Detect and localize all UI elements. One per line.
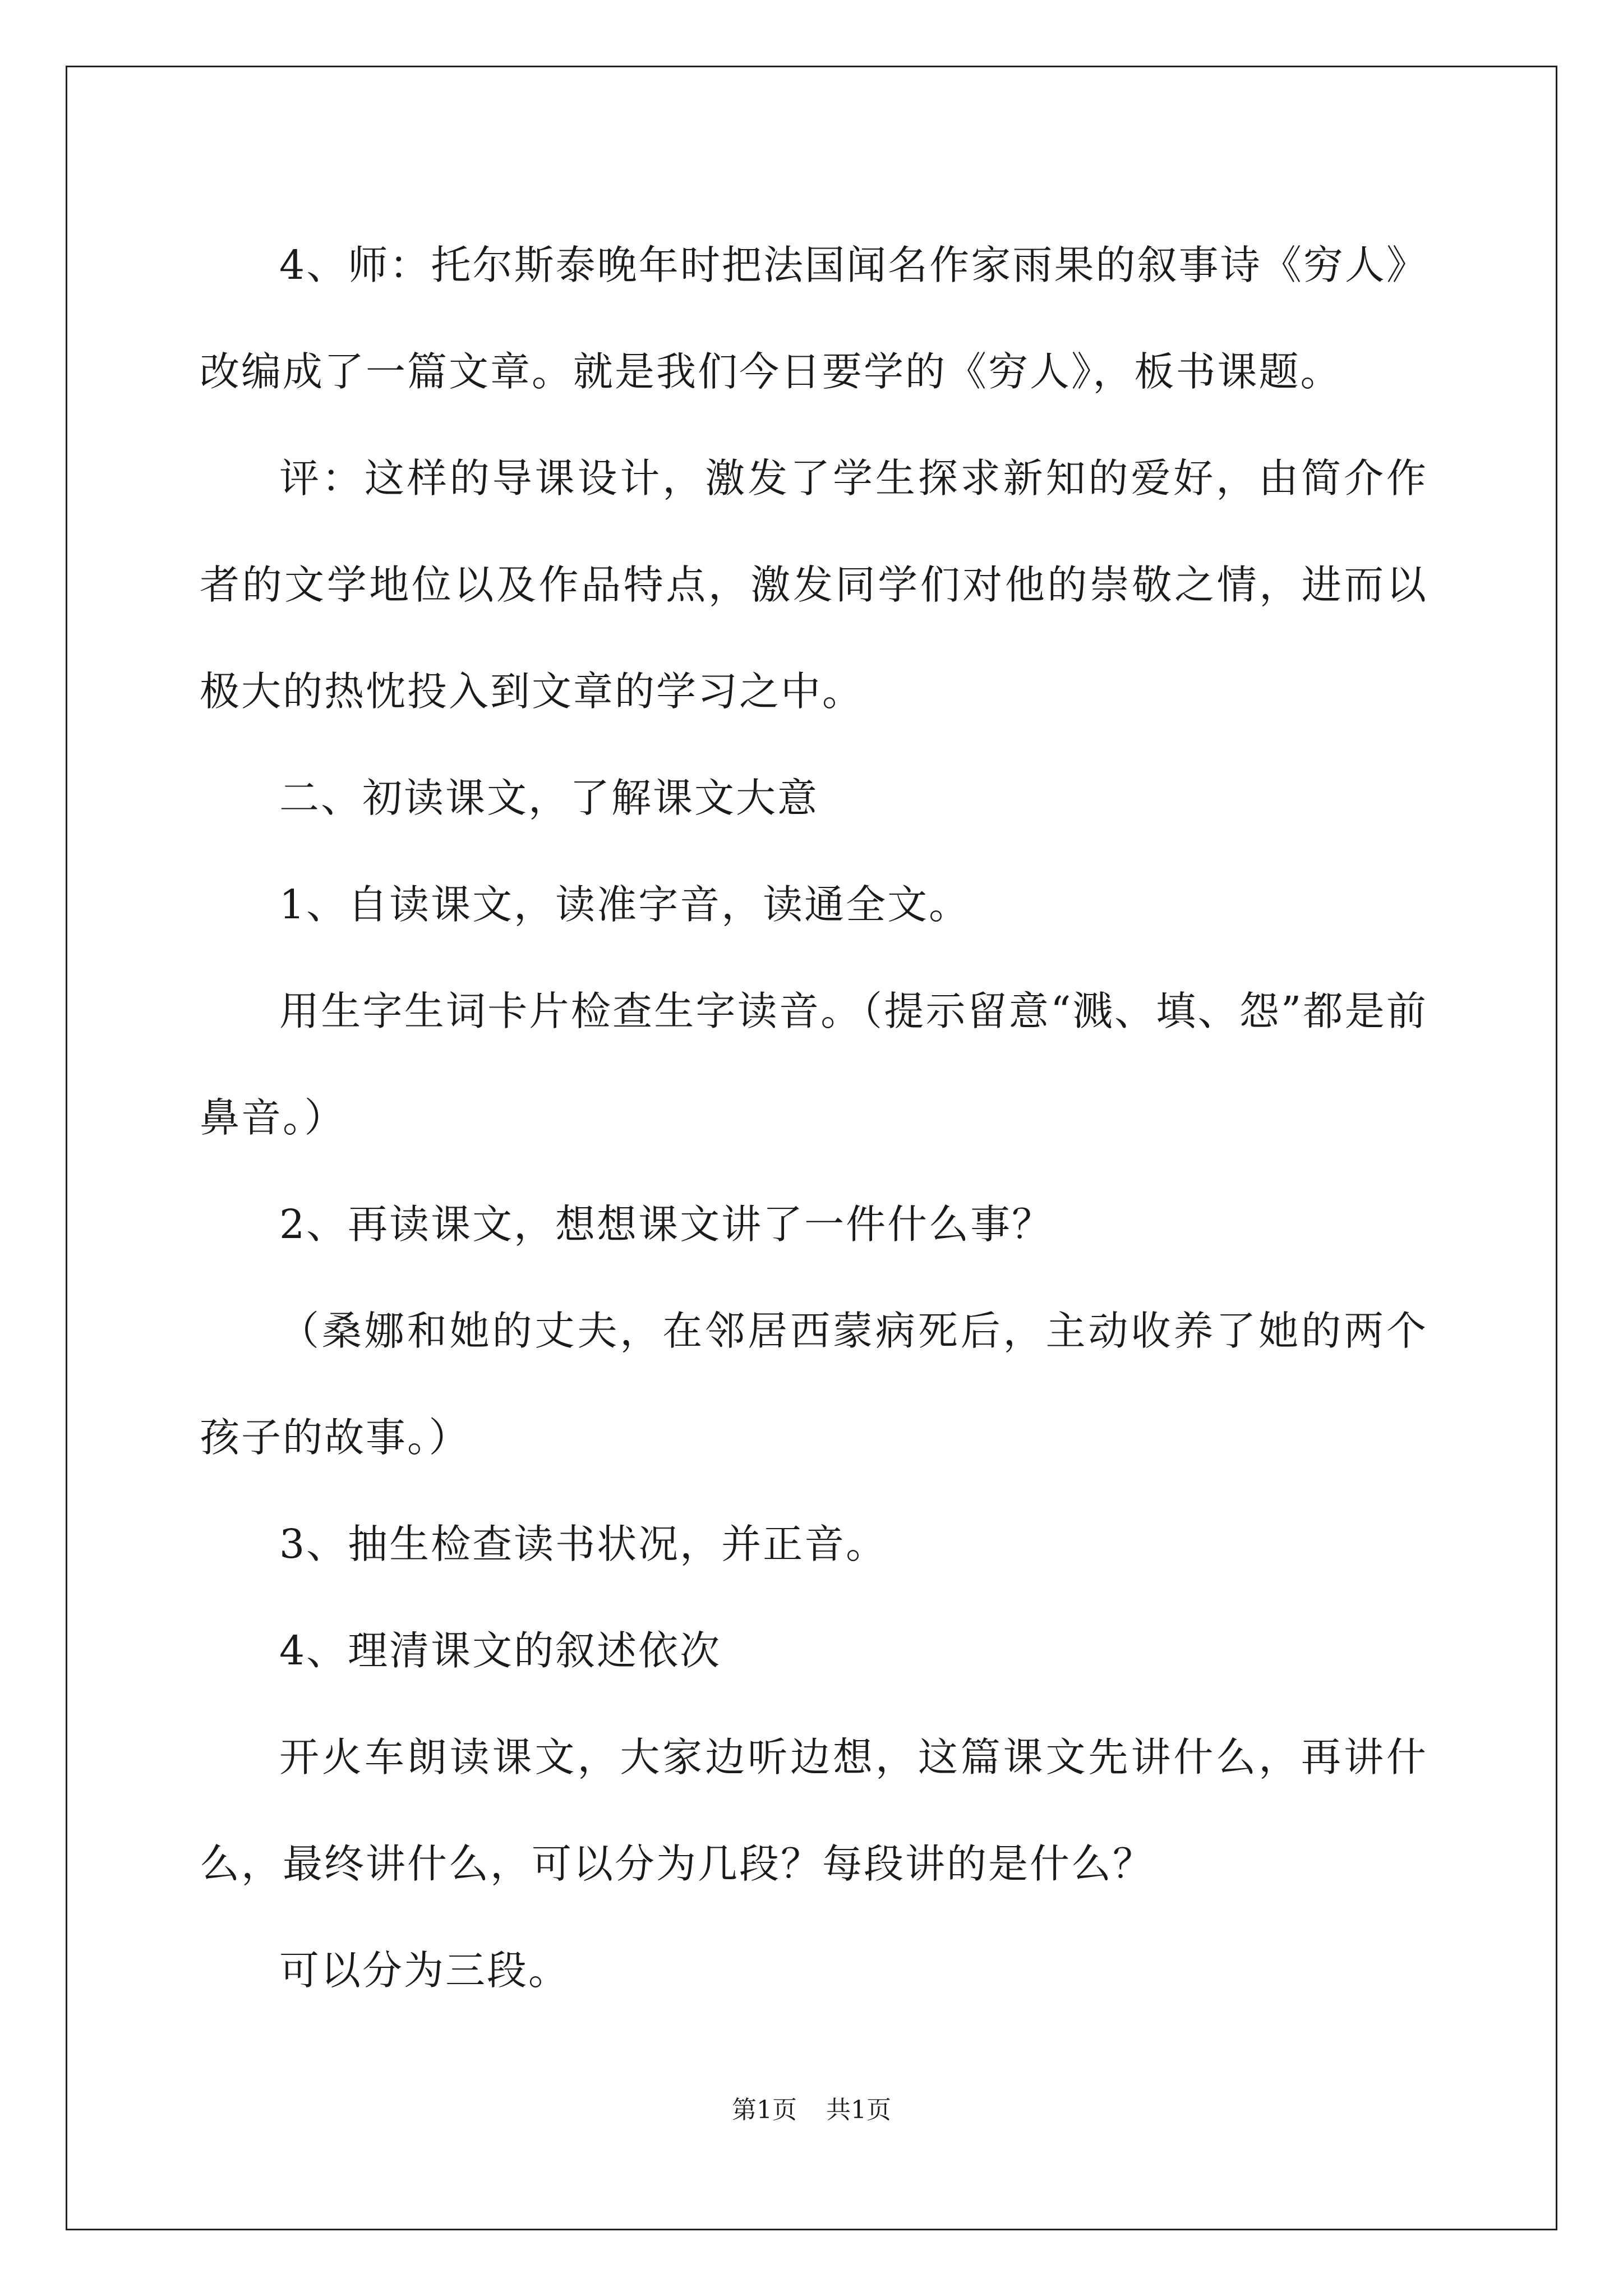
- paragraph-vocab-check: 用生字生词卡片检查生字读音。（提示留意“溅、填、怨”都是前鼻音。）: [200, 988, 1428, 1141]
- paragraph-step-4: 4、理清课文的叙述依次: [279, 1627, 722, 1674]
- paragraph-story-summary: （桑娜和她的丈夫，在邻居西蒙病死后，主动收养了她的两个孩子的故事。）: [200, 1308, 1428, 1461]
- paragraph-step-2: 2、再读课文，想想课文讲了一件什么事？: [279, 1201, 1054, 1248]
- page-number: 第1页: [732, 2096, 797, 2124]
- paragraph-three-sections: 可以分为三段。: [279, 1947, 570, 1994]
- paragraph-step-1: 1、自读课文，读准字音，读通全文。: [279, 881, 971, 928]
- paragraph-step-3: 3、抽生检查读书状况，并正音。: [279, 1521, 888, 1567]
- paragraph-comment: 评：这样的导课设计，激发了学生探求新知的爱好，由简介作者的文学地位以及作品特点，激发同学们对他的崇敬之情，进而以极大的热忱投入到文章的学习之中。: [200, 455, 1428, 715]
- page-footer: [0, 2093, 1623, 2127]
- document-body: [200, 212, 1428, 2024]
- paragraph-teacher-intro: 4、师：托尔斯泰晚年时把法国闻名作家雨果的叙事诗《穷人》改编成了一篇文章。就是我们今日要学的《穷人》，板书课题。: [200, 242, 1428, 395]
- paragraph-reading-activity: 开火车朗读课文，大家边听边想，这篇课文先讲什么，再讲什么，最终讲什么，可以分为几段？每段讲的是什么？: [200, 1734, 1428, 1887]
- page-total: 共1页: [826, 2096, 891, 2124]
- section-heading: 二、初读课文，了解课文大意: [279, 775, 819, 821]
